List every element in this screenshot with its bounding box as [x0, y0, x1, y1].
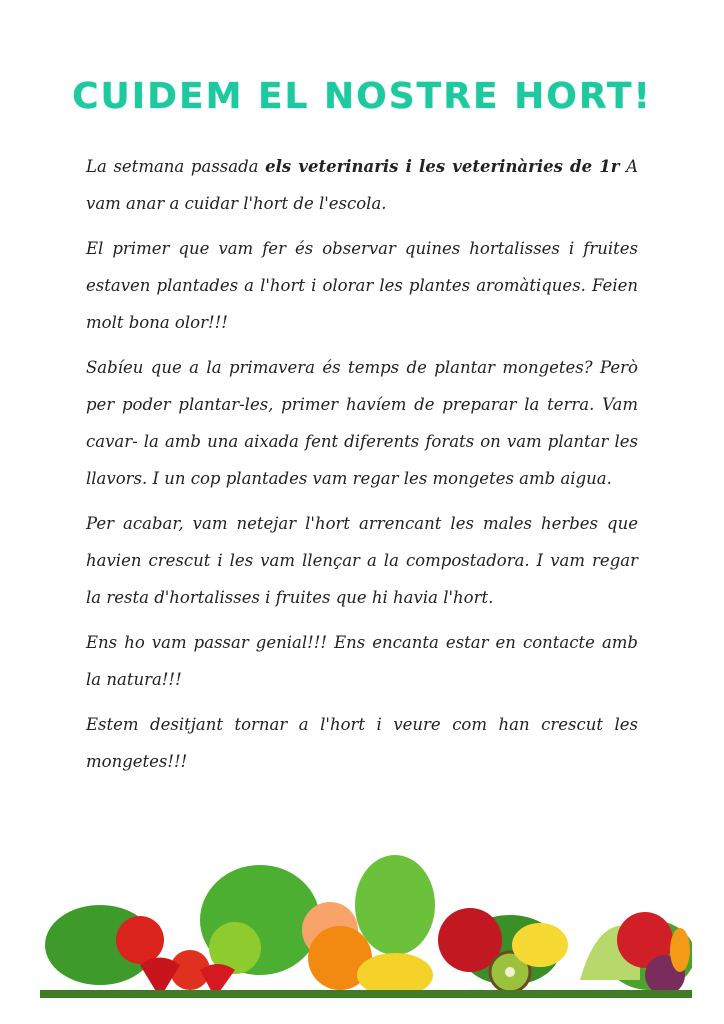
- paragraph-1-end: A vam anar a cuidar l'hort de l'escola.: [86, 157, 638, 213]
- tomato-icon: [116, 916, 164, 964]
- article-body: [86, 148, 638, 788]
- paragraph-1-bold: els veterinaris i les veterinàries de 1r: [265, 157, 620, 176]
- lemon-right-icon: [512, 923, 568, 967]
- paragraph-3: Sabíeu que a la primavera és temps de plantar mongetes? Però per poder plantar-les, primer havíem de preparar la terra. Vam cavar- la amb una aixada fent diferents forats on vam plantar les llavors. I un cop plantades vam regar les mongetes amb aigua.: [86, 358, 638, 488]
- paragraph-1-start: La setmana passada: [86, 157, 266, 176]
- paragraph-4: Per acabar, vam netejar l'hort arrencant les males herbes que havien crescut i les vam llençar a la compostadora. I vam regar la resta d'hortalisses i fruites que hi havia l'hort.: [86, 514, 638, 607]
- paragraph-5: Ens ho vam passar genial!!! Ens encanta estar en contacte amb la natura!!!: [86, 633, 638, 689]
- paragraph-2: El primer que vam fer és observar quines hortalisses i fruites estaven plantades a l'hort i olorar les plantes aromàtiques. Feien molt bona olor!!!: [86, 239, 638, 332]
- paragraph-1: [86, 148, 638, 222]
- paragraph-6: Estem desitjant tornar a l'hort i veure com han crescut les mongetes!!!: [86, 715, 638, 771]
- lettuce-center-icon: [355, 855, 435, 955]
- pepper-icon: [670, 928, 690, 972]
- page-title: CUIDEM EL NOSTRE HORT!: [72, 76, 652, 117]
- vegetables-illustration: [40, 850, 692, 998]
